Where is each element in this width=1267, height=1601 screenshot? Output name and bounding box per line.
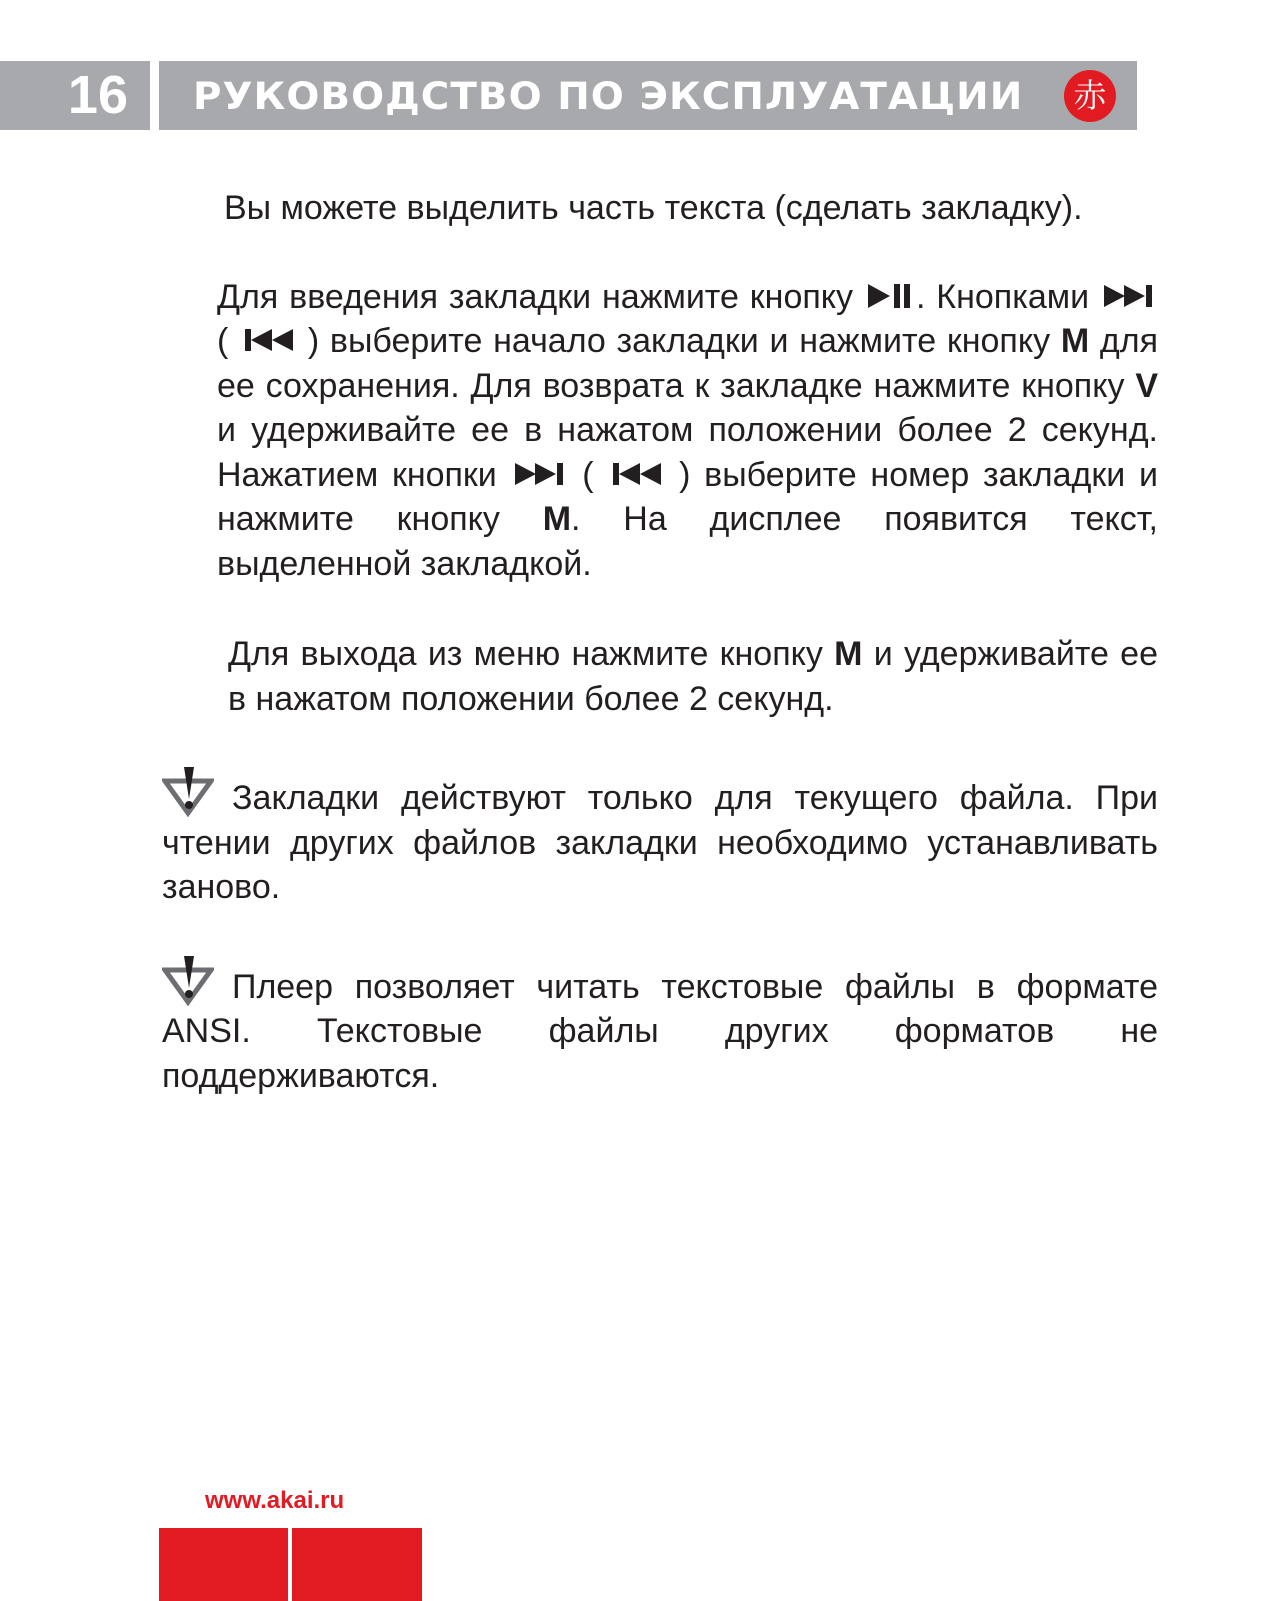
header-bar xyxy=(159,61,1137,130)
main-content xyxy=(162,186,1158,1098)
footer-url: www.akai.ru xyxy=(205,1487,345,1514)
footer-bar-right xyxy=(292,1528,422,1601)
note-paragraph-2: Плеер позволяет читать текстовые файлы в формате ANSI. Текстовые файлы других форматов не поддерживаются. xyxy=(162,954,1158,1099)
key-m-label: M xyxy=(834,635,863,673)
bookmark-paragraph: Для введения закладки нажмите кнопку . Кнопками ( ) выберите начало закладки и нажмите кнопку M для ее сохранения. Для возврата к закладке нажмите кнопку V и удерживайте ее в нажатом положении более 2 секунд. Нажатием кнопки ( ) выберите номер закладки и нажмите кнопку M. На дисплее появится текст, выделенной закладкой. xyxy=(217,277,1159,583)
brand-seal-icon: 赤 xyxy=(1064,70,1116,122)
warning-icon xyxy=(162,765,214,817)
exit-paragraph: Для выхода из меню нажмите кнопку M и удерживайте ее в нажатом положении более 2 секунд. xyxy=(228,635,1158,718)
previous-track-icon xyxy=(611,460,661,488)
key-m-label: M xyxy=(1060,322,1090,360)
note-paragraph-1: Закладки действуют только для текущего файла. При чтении других файлов закладки необходимо устанавливать заново. xyxy=(162,765,1158,910)
key-v-label: V xyxy=(1135,366,1159,405)
footer-bar-left xyxy=(159,1528,288,1601)
next-track-icon xyxy=(1104,282,1154,310)
key-m-label: M xyxy=(542,500,572,538)
play-pause-icon xyxy=(868,282,912,310)
page-number: 16 xyxy=(0,61,150,130)
previous-track-icon xyxy=(243,326,293,354)
warning-icon xyxy=(162,954,214,1006)
page-title: РУКОВОДСТВО ПО ЭКСПЛУАТАЦИИ xyxy=(193,75,1024,118)
intro-paragraph: Вы можете выделить часть текста (сделать закладку). xyxy=(224,189,1083,227)
next-track-icon xyxy=(515,460,565,488)
